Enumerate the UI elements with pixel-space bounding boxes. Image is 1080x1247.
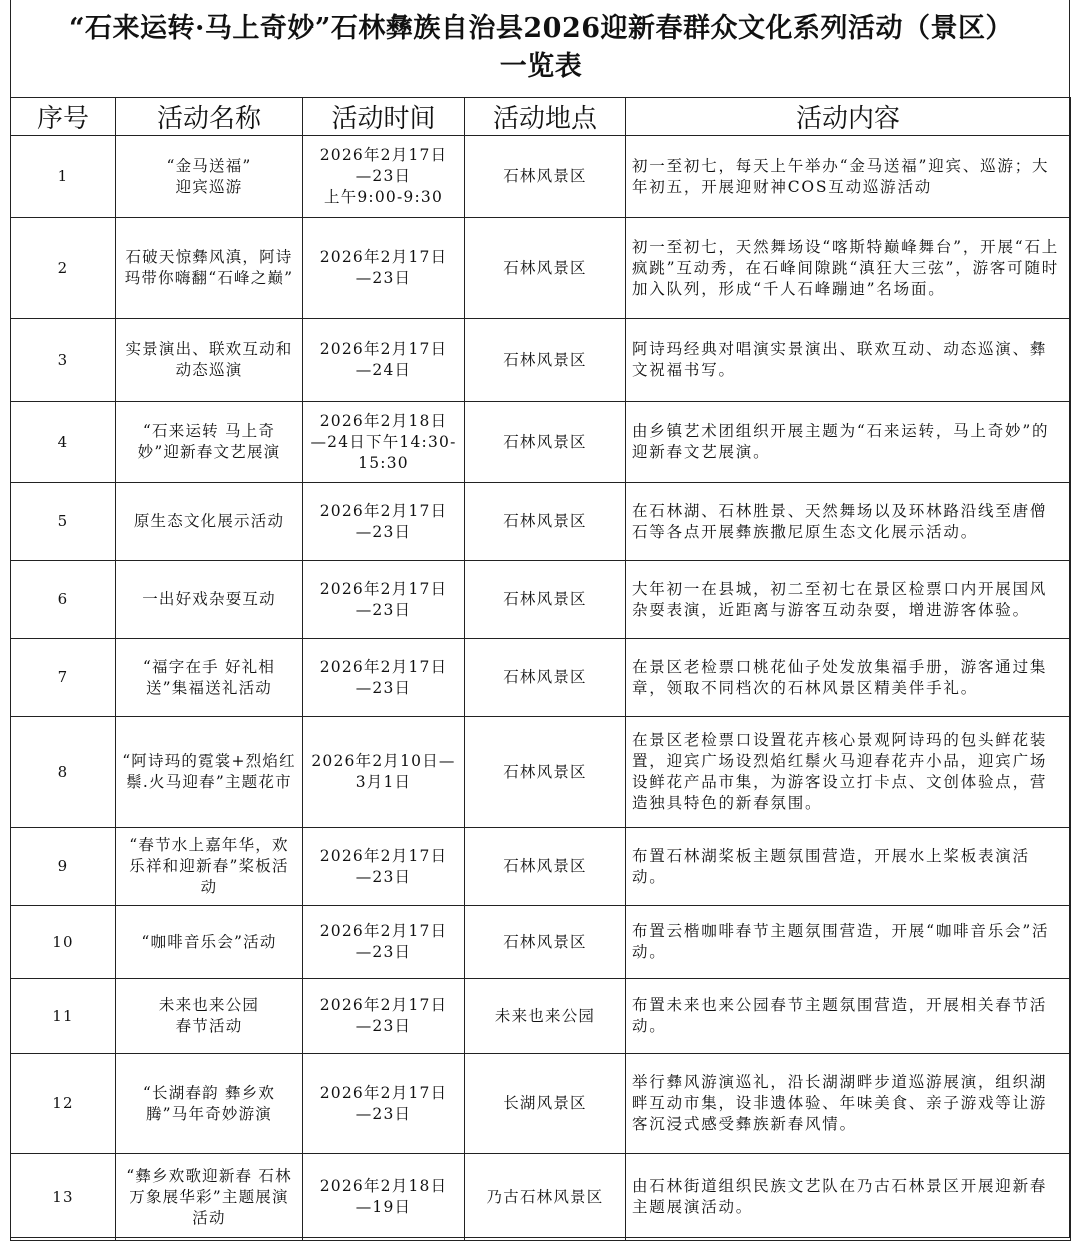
table-header-row	[11, 98, 1071, 136]
activity-content-cell: 在石林湖、石林胜景、天然舞场以及环林路沿线至唐僧石等各点开展彝族撒尼原生态文化展示活动。	[626, 483, 1071, 561]
row-number-cell: 12	[11, 1054, 116, 1154]
activity-place-cell: 石林风景区	[465, 906, 626, 979]
activity-content-cell: 举行彝风游演巡礼，沿长湖湖畔步道巡游展演，组织湖畔互动市集，设非遗体验、年味美食、亲子游戏等让游客沉浸式感受彝族新春风情。	[626, 1054, 1071, 1154]
activity-time-cell: 2026年2月10日—3月1日	[303, 717, 465, 828]
table-row	[11, 218, 1071, 319]
header-activity-place: 活动地点	[465, 98, 626, 136]
activity-content-cell: 布置云楷咖啡春节主题氛围营造，开展“咖啡音乐会”活动。	[626, 906, 1071, 979]
activity-content-cell: 由石林街道组织民族文艺队在乃古石林景区开展迎新春主题展演活动。	[626, 1154, 1071, 1241]
row-number-cell: 4	[11, 402, 116, 483]
activity-time-cell: 2026年2月17日 —23日	[303, 483, 465, 561]
table-row	[11, 717, 1071, 828]
activity-time-cell: 2026年2月17日 —23日	[303, 561, 465, 639]
row-number-cell: 5	[11, 483, 116, 561]
activity-place-cell: 石林风景区	[465, 561, 626, 639]
activity-time-cell: 2026年2月17日 —23日	[303, 218, 465, 319]
activity-name-cell: 一出好戏杂耍互动	[116, 561, 303, 639]
document-sheet	[10, 0, 1070, 1238]
row-number-cell: 8	[11, 717, 116, 828]
row-number-cell: 6	[11, 561, 116, 639]
activity-content-cell: 布置未来也来公园春节主题氛围营造，开展相关春节活动。	[626, 979, 1071, 1054]
activity-name-cell: “福字在手 好礼相送”集福送礼活动	[116, 639, 303, 717]
table-row	[11, 1154, 1071, 1241]
activity-place-cell: 石林风景区	[465, 218, 626, 319]
activity-place-cell: 未来也来公园	[465, 979, 626, 1054]
row-number-cell: 1	[11, 136, 116, 218]
activity-content-cell: 阿诗玛经典对唱演实景演出、联欢互动、动态巡演、彝文祝福书写。	[626, 319, 1071, 402]
activity-time-cell: 2026年2月17日 —23日	[303, 906, 465, 979]
activity-content-cell: 大年初一在县城，初二至初七在景区检票口内开展国风杂耍表演，近距离与游客互动杂耍，增进游客体验。	[626, 561, 1071, 639]
activity-content-cell: 初一至初七，天然舞场设“喀斯特巅峰舞台”，开展“石上疯跳”互动秀，在石峰间隙跳“滇狂大三弦”，游客可随时加入队列，形成“千人石峰蹦迪”名场面。	[626, 218, 1071, 319]
row-number-cell: 11	[11, 979, 116, 1054]
activity-name-cell: “阿诗玛的霓裳+烈焰红鬃.火马迎春”主题花市	[116, 717, 303, 828]
activity-place-cell: 长湖风景区	[465, 1054, 626, 1154]
activity-time-cell: 2026年2月17日 —23日 上午9:00-9:30	[303, 136, 465, 218]
activity-name-cell: 石破天惊彝风滇，阿诗玛带你嗨翻“石峰之巅”	[116, 218, 303, 319]
activity-time-cell: 2026年2月17日 —23日	[303, 979, 465, 1054]
row-number-cell: 2	[11, 218, 116, 319]
table-row	[11, 639, 1071, 717]
row-number-cell: 3	[11, 319, 116, 402]
row-number-cell: 13	[11, 1154, 116, 1241]
table-row	[11, 1054, 1071, 1154]
activity-table	[10, 97, 1071, 1241]
activity-name-cell: “长湖春韵 彝乡欢腾”马年奇妙游演	[116, 1054, 303, 1154]
activity-name-cell: “春节水上嘉年华，欢乐祥和迎新春”桨板活动	[116, 828, 303, 906]
activity-place-cell: 石林风景区	[465, 319, 626, 402]
activity-content-cell: 由乡镇艺术团组织开展主题为“石来运转，马上奇妙”的迎新春文艺展演。	[626, 402, 1071, 483]
activity-place-cell: 石林风景区	[465, 639, 626, 717]
activity-time-cell: 2026年2月17日 —23日	[303, 639, 465, 717]
document-title	[11, 10, 1071, 86]
activity-content-cell: 初一至初七，每天上午举办“金马送福”迎宾、巡游；大年初五，开展迎财神COS互动巡游活动	[626, 136, 1071, 218]
row-number-cell: 7	[11, 639, 116, 717]
activity-time-cell: 2026年2月18日 —24日下午14:30- 15:30	[303, 402, 465, 483]
activity-name-cell: 原生态文化展示活动	[116, 483, 303, 561]
table-row	[11, 828, 1071, 906]
table-row	[11, 483, 1071, 561]
activity-place-cell: 石林风景区	[465, 136, 626, 218]
activity-content-cell: 在景区老检票口设置花卉核心景观阿诗玛的包头鲜花装置，迎宾广场设烈焰红鬃火马迎春花卉小品，迎宾广场设鲜花产品市集，为游客设立打卡点、文创体验点，营造独具特色的新春氛围。	[626, 717, 1071, 828]
activity-name-cell: “金马送福” 迎宾巡游	[116, 136, 303, 218]
table-row	[11, 979, 1071, 1054]
activity-place-cell: 石林风景区	[465, 483, 626, 561]
activity-place-cell: 乃古石林风景区	[465, 1154, 626, 1241]
row-number-cell: 9	[11, 828, 116, 906]
activity-place-cell: 石林风景区	[465, 402, 626, 483]
header-activity-content: 活动内容	[626, 98, 1071, 136]
activity-time-cell: 2026年2月17日 —23日	[303, 828, 465, 906]
activity-place-cell: 石林风景区	[465, 828, 626, 906]
activity-place-cell: 石林风景区	[465, 717, 626, 828]
activity-name-cell: “彝乡欢歌迎新春 石林万象展华彩”主题展演活动	[116, 1154, 303, 1241]
table-row	[11, 906, 1071, 979]
activity-time-cell: 2026年2月17日 —24日	[303, 319, 465, 402]
title-line-1: “石来运转·马上奇妙”石林彝族自治县2026迎新春群众文化系列活动（景区）	[68, 13, 1014, 44]
table-row	[11, 319, 1071, 402]
header-activity-time: 活动时间	[303, 98, 465, 136]
activity-name-cell: “石来运转 马上奇妙”迎新春文艺展演	[116, 402, 303, 483]
activity-name-cell: 未来也来公园 春节活动	[116, 979, 303, 1054]
table-row	[11, 561, 1071, 639]
title-line-2: 一览表	[499, 51, 583, 82]
activity-name-cell: 实景演出、联欢互动和动态巡演	[116, 319, 303, 402]
activity-time-cell: 2026年2月17日 —23日	[303, 1054, 465, 1154]
activity-time-cell: 2026年2月18日 —19日	[303, 1154, 465, 1241]
activity-name-cell: “咖啡音乐会”活动	[116, 906, 303, 979]
table-row	[11, 136, 1071, 218]
header-number: 序号	[11, 98, 116, 136]
row-number-cell: 10	[11, 906, 116, 979]
header-activity-name: 活动名称	[116, 98, 303, 136]
activity-content-cell: 在景区老检票口桃花仙子处发放集福手册，游客通过集章，领取不同档次的石林风景区精美伴手礼。	[626, 639, 1071, 717]
table-row	[11, 402, 1071, 483]
activity-content-cell: 布置石林湖桨板主题氛围营造，开展水上桨板表演活动。	[626, 828, 1071, 906]
